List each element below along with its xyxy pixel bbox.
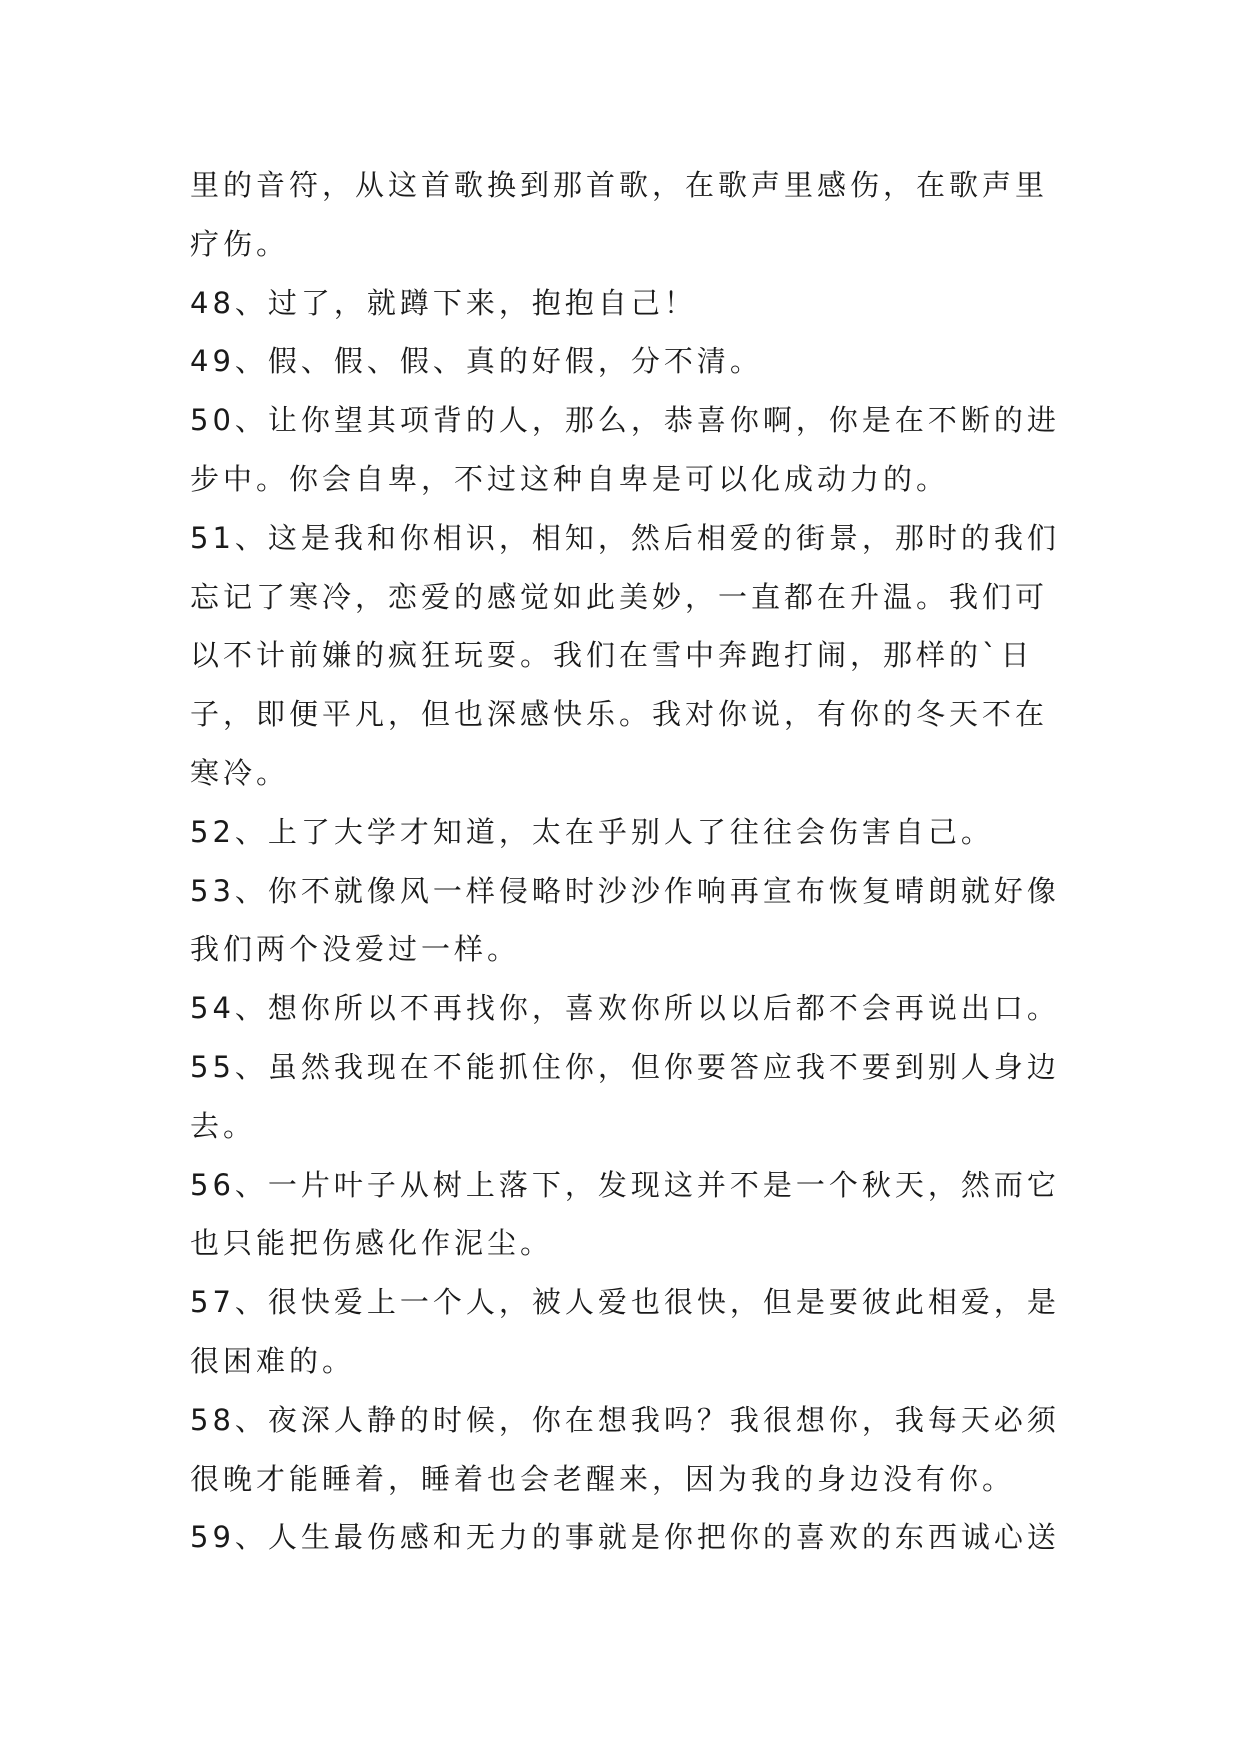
text-line: 疗伤。 xyxy=(190,226,290,261)
text-line: 58、夜深人静的时候，你在想我吗？我很想你，我每天必须 xyxy=(190,1402,1060,1437)
text-line: 49、假、假、假、真的好假，分不清。 xyxy=(190,344,763,379)
document-body xyxy=(190,156,1060,1567)
text-line: 53、你不就像风一样侵略时沙沙作响再宣布恢复晴朗就好像 xyxy=(190,873,1060,908)
text-line: 56、一片叶子从树上落下，发现这并不是一个秋天，然而它 xyxy=(190,1167,1060,1202)
text-line: 去。 xyxy=(190,1108,257,1143)
text-line: 也只能把伤感化作泥尘。 xyxy=(190,1226,554,1261)
text-line: 50、让你望其项背的人，那么，恭喜你啊，你是在不断的进 xyxy=(190,403,1060,438)
text-line: 我们两个没爱过一样。 xyxy=(190,932,521,967)
text-line: 步中。你会自卑，不过这种自卑是可以化成动力的。 xyxy=(190,461,950,496)
text-line: 54、想你所以不再找你，喜欢你所以以后都不会再说出口。 xyxy=(190,991,1060,1026)
text-line: 很晚才能睡着，睡着也会老醒来，因为我的身边没有你。 xyxy=(190,1461,1016,1496)
text-line: 子，即便平凡，但也深感快乐。我对你说，有你的冬天不在 xyxy=(190,697,1049,732)
text-line: 48、过了，就蹲下来，抱抱自己！ xyxy=(190,285,697,320)
text-line: 51、这是我和你相识，相知，然后相爱的街景，那时的我们 xyxy=(190,520,1060,555)
text-line: 以不计前嫌的疯狂玩耍。我们在雪中奔跑打闹，那样的`日 xyxy=(190,638,1034,673)
text-line: 里的音符，从这首歌换到那首歌，在歌声里感伤，在歌声里 xyxy=(190,168,1049,202)
text-line: 52、上了大学才知道，太在乎别人了往往会伤害自己。 xyxy=(190,814,994,849)
text-line: 57、很快爱上一个人，被人爱也很快，但是要彼此相爱，是 xyxy=(190,1285,1060,1320)
text-line: 59、人生最伤感和无力的事就是你把你的喜欢的东西诚心送 xyxy=(190,1520,1060,1555)
text-line: 忘记了寒冷，恋爱的感觉如此美妙，一直都在升温。我们可 xyxy=(190,579,1049,614)
text-line: 55、虽然我现在不能抓住你，但你要答应我不要到别人身边 xyxy=(190,1049,1060,1084)
text-line: 很困难的。 xyxy=(190,1343,356,1378)
text-line: 寒冷。 xyxy=(190,755,290,790)
